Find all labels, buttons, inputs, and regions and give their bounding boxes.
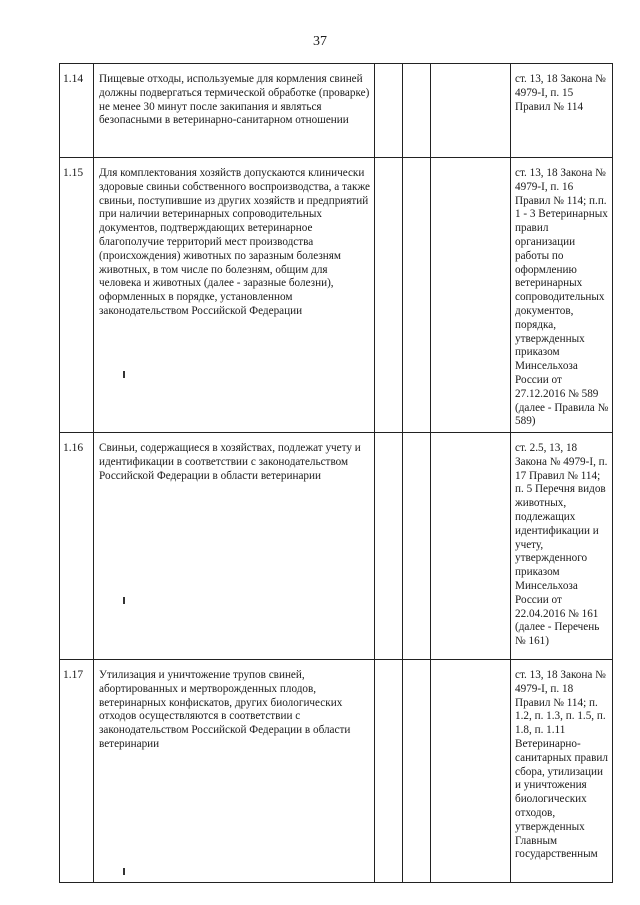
reference-line: утвержденного [515,552,588,565]
reference-line: 1 - 3 Ветеринарных [515,208,608,221]
reference-line: работы по [515,249,564,262]
table-row [60,433,613,660]
answer-cell-na [431,660,511,883]
requirement-text: Пищевые отходы, используемые для кормления свиней должны подвергаться термической обработке (проварке) не менее 30 минут после закипания и являться безопасными в ветеринарно-санитарном отношении [94,64,375,158]
page-number: 37 [313,34,327,49]
answer-cell-yes [375,660,403,883]
legal-reference [511,64,613,158]
reference-line: оформлению [515,263,577,276]
table-row [60,64,613,158]
reference-line: подлежащих [515,510,576,523]
scan-mark [123,597,125,604]
reference-line: государственным [515,848,598,861]
requirement-text: Свиньи, содержащиеся в хозяйствах, подлежат учету и идентификации в соответствии с законодательством Российской Федерации в области ветеринарии [99,442,361,482]
answer-cell-no [403,64,431,158]
item-number: 1.16 [60,433,94,660]
reference-line: утвержденных [515,332,585,345]
reference-line: 4979-I, п. 15 [515,86,574,99]
answer-cell-na [431,433,511,660]
reference-line: Правил № 114 [515,100,584,113]
item-number: 1.17 [60,660,94,883]
reference-line: 4979-I, п. 18 [515,682,574,695]
answer-cell-na [431,64,511,158]
requirement-text: Утилизация и уничтожение трупов свиней, абортированных и мертворожденных плодов, ветеринарных конфискатов, других биологических отходов осуществляются в соответствии с законодательством Российской Федерации в области ветеринарии [99,669,351,750]
reference-line: Закона № 4979-I, п. [515,455,608,468]
table-row [60,158,613,433]
answer-cell-yes [375,433,403,660]
reference-line: 4979-I, п. 16 [515,180,574,193]
scan-mark [123,371,125,378]
reference-line: ст. 13, 18 Закона № [515,73,606,85]
scan-mark [123,868,125,875]
reference-line: ст. 13, 18 Закона № [515,167,606,179]
reference-line: приказом [515,566,560,579]
reference-line: России от [515,593,562,606]
reference-line: биологических [515,793,587,806]
reference-line: санитарных правил [515,751,608,764]
reference-line: (далее - Правила № [515,401,609,414]
reference-line: и уничтожения [515,779,587,792]
requirement-cell [94,158,375,433]
answer-cell-no [403,660,431,883]
reference-line: 1.2, п. 1.3, п. 1.5, п. [515,710,606,723]
reference-line: Ветеринарно- [515,737,581,750]
reference-line: Правил № 114; п.п. [515,194,607,207]
checklist-table [59,63,613,883]
requirement-cell [94,660,375,883]
reference-line: 27.12.2016 № 589 [515,387,599,400]
reference-line: отходов, [515,806,556,819]
legal-reference [511,660,613,883]
reference-line: 17 Правил № 114; [515,469,601,482]
answer-cell-yes [375,158,403,433]
answer-cell-no [403,433,431,660]
reference-line: п. 5 Перечня видов [515,483,606,496]
reference-line: Правил № 114; п. [515,696,598,709]
reference-line: приказом [515,346,560,359]
reference-line: 22.04.2016 № 161 [515,607,599,620]
reference-line: ст. 2.5, 13, 18 [515,442,578,454]
legal-reference [511,433,613,660]
reference-line: Главным [515,834,558,847]
reference-line: документов, [515,304,574,317]
reference-line: сбора, утилизации [515,765,603,778]
reference-line: России от [515,373,562,386]
reference-line: порядка, [515,318,557,331]
reference-line: животных, [515,497,567,510]
answer-cell-na [431,158,511,433]
reference-line: сопроводительных [515,291,605,304]
reference-line: идентификации и [515,524,599,537]
reference-line: (далее - Перечень [515,621,600,634]
reference-line: организации [515,235,576,248]
requirement-text: Для комплектования хозяйств допускаются клинически здоровые свиньи собственного воспроизводства, а также свиньи, поступившие из других хозяйств и предприятий при наличии ветеринарных сопроводительных документов, подтверждающих ветеринарное благополучие территорий мест производства (происхождения) животных по заразным болезням животных, в том числе по болезням, общим для человека и животных (далее - заразные болезни), оформленных в порядке, установленном законодательством Российской Федерации [99,167,370,317]
reference-line: Минсельхоза [515,579,578,592]
reference-line: правил [515,222,549,235]
reference-line: Минсельхоза [515,360,578,373]
item-number: 1.15 [60,158,94,433]
reference-line: 1.8, п. 1.11 [515,724,566,737]
reference-line: № 161) [515,635,549,648]
table-row [60,660,613,883]
answer-cell-no [403,158,431,433]
reference-line: ст. 13, 18 Закона № [515,669,606,681]
item-number: 1.14 [60,64,94,158]
reference-line: ветеринарных [515,277,583,290]
reference-line: учету, [515,538,544,551]
requirement-cell [94,433,375,660]
legal-reference [511,158,613,433]
answer-cell-yes [375,64,403,158]
reference-line: утвержденных [515,820,585,833]
reference-line: 589) [515,415,536,428]
